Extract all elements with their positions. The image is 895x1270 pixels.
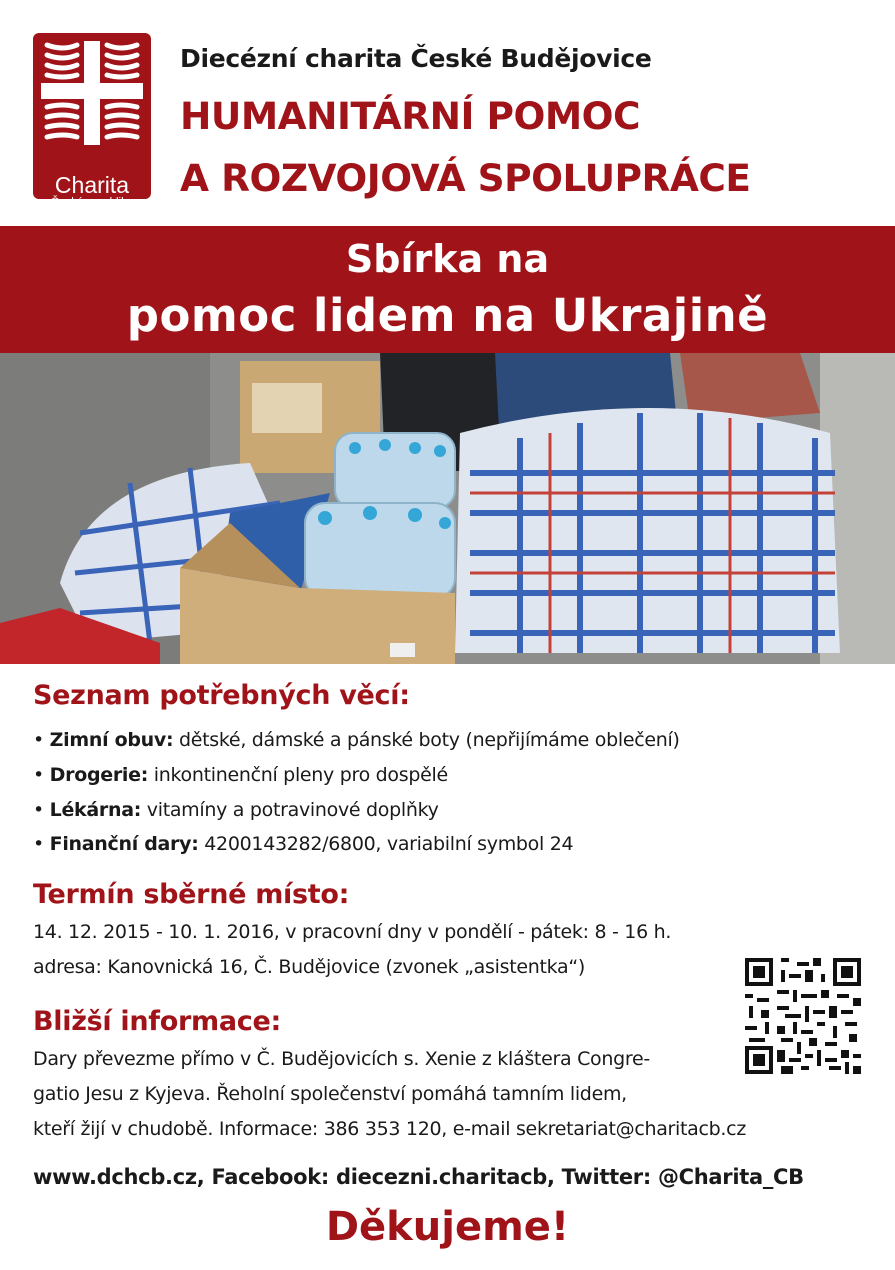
organization-name: Diecézní charita České Budějovice: [180, 44, 652, 73]
list-item-text: inkontinenční pleny pro dospělé: [148, 764, 448, 786]
donations-photo: [0, 353, 895, 664]
collection-dates: 14. 12. 2015 - 10. 1. 2016, v pracovní dny v pondělí - pátek: 8 - 16 h.: [33, 921, 672, 943]
thanks-message: Děkujeme!: [325, 1204, 570, 1250]
info-line-3: kteří žijí v chudobě. Informace: 386 353 120, e-mail sekretariat@charitacb.cz: [33, 1118, 746, 1140]
list-item-text: dětské, dámské a pánské boty (nepřijímáme oblečení): [173, 729, 680, 751]
banner-line-2: pomoc lidem na Ukrajině: [126, 289, 769, 342]
list-item: • Zimní obuv: dětské, dámské a pánské boty (nepřijímáme oblečení): [33, 729, 680, 751]
list-item-label: Zimní obuv:: [49, 729, 174, 751]
list-item-label: Finanční dary:: [49, 833, 199, 855]
list-item: • Drogerie: inkontinenční pleny pro dospělé: [33, 764, 448, 786]
qr-code-icon[interactable]: [745, 958, 861, 1074]
list-item-text: 4200143282/6800, variabilní symbol 24: [198, 833, 574, 855]
needs-title: Seznam potřebných věcí:: [33, 680, 410, 711]
contact-links[interactable]: www.dchcb.cz, Facebook: diecezni.charitacb, Twitter: @Charita_CB: [33, 1165, 804, 1189]
logo-name: Charita: [54, 172, 130, 198]
banner-line-1: Sbírka na: [345, 237, 550, 281]
list-item-text: vitamíny a potravinové doplňky: [141, 799, 439, 821]
charita-logo: [33, 33, 151, 209]
info-title: Bližší informace:: [33, 1006, 281, 1037]
list-item-label: Lékárna:: [49, 799, 142, 821]
headline-line-1: HUMANITÁRNÍ POMOC: [180, 94, 641, 138]
list-item: • Finanční dary: 4200143282/6800, variabilní symbol 24: [33, 833, 574, 855]
headline-line-2: A ROZVOJOVÁ SPOLUPRÁCE: [180, 156, 751, 200]
collection-title: Termín sběrné místo:: [33, 879, 350, 910]
info-line-1: Dary převezme přímo v Č. Budějovicích s. Xenie z kláštera Congre-: [33, 1048, 650, 1070]
list-item-label: Drogerie:: [49, 764, 149, 786]
logo-country: Česká republika: [50, 197, 134, 209]
info-line-2: gatio Jesu z Kyjeva. Řeholní společenství pomáhá tamním lidem,: [33, 1083, 627, 1105]
collection-address: adresa: Kanovnická 16, Č. Budějovice (zvonek „asistentka“): [33, 956, 585, 978]
list-item: • Lékárna: vitamíny a potravinové doplňky: [33, 799, 439, 821]
charita-cross-icon: [33, 33, 151, 173]
